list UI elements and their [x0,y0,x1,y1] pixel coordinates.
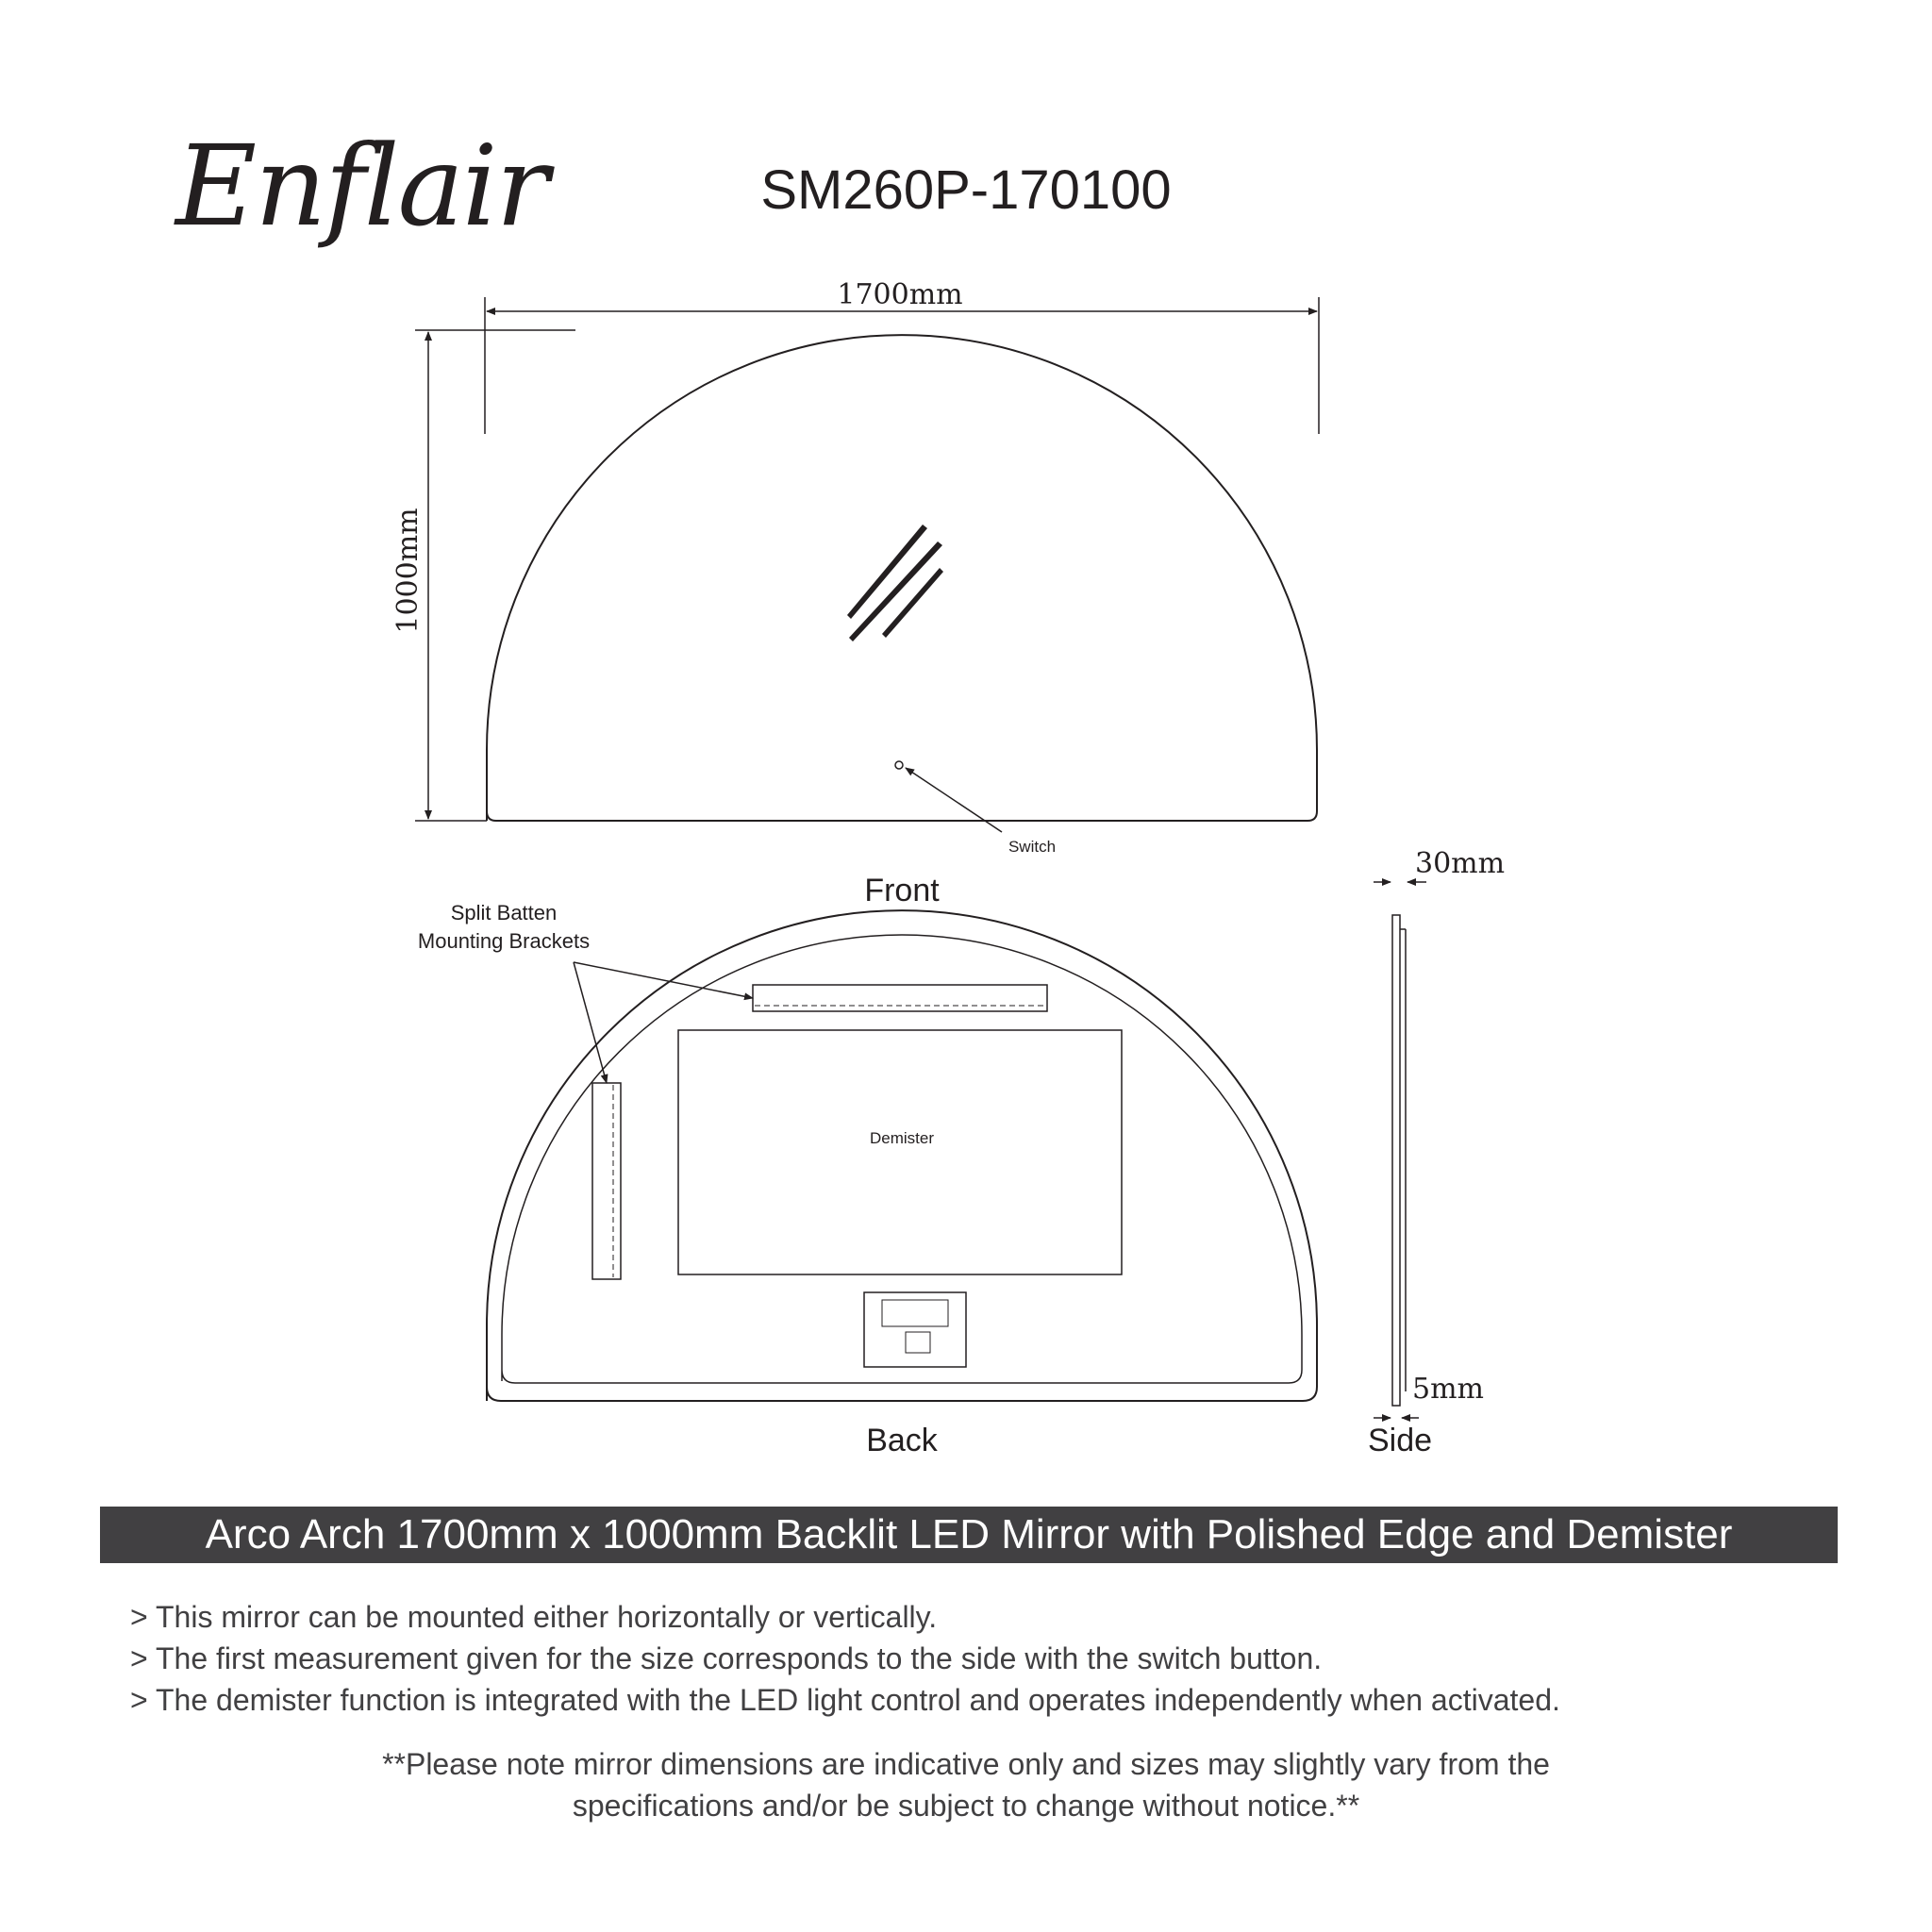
side-depth-label: 30mm [1415,847,1506,880]
switch-leader-line [906,768,1002,832]
disclaimer [0,1743,1932,1826]
brand-logo: Enflair [175,121,548,251]
back-led-strip-outline [502,935,1302,1383]
left-mounting-bracket [592,1083,621,1279]
note-item: > The demister function is integrated with the LED light control and operates independently when activated. [130,1683,1560,1717]
width-dimension-label: 1700mm [837,278,963,311]
driver-box-inner [882,1300,948,1326]
demister-pad [678,1030,1122,1274]
product-title-banner [100,1507,1838,1563]
notes-list [130,1596,1828,1721]
driver-connector [906,1332,930,1353]
front-mirror-outline [487,335,1317,821]
top-mounting-bracket [753,985,1047,1011]
brackets-label-line1: Split Batten [450,901,558,924]
model-code: SM260P-170100 [760,159,1172,221]
back-mirror-outline [487,910,1317,1401]
note-item: > The first measurement given for the size corresponds to the side with the switch button. [130,1641,1323,1675]
side-edge-label: 5mm [1412,1373,1484,1406]
disclaimer-line: **Please note mirror dimensions are indicative only and sizes may slightly vary from the [382,1747,1550,1781]
bracket-leader-top [574,962,753,998]
reflection-icon [847,525,943,641]
front-view-label: Front [864,873,940,908]
front-view [415,297,1319,832]
height-dimension-label: 1000mm [391,508,425,634]
brackets-label-line2: Mounting Brackets [417,929,591,953]
note-item: > This mirror can be mounted either horizontally or vertically. [130,1600,938,1634]
back-view [487,910,1317,1401]
driver-box [864,1292,966,1367]
product-title: Arco Arch 1700mm x 1000mm Backlit LED Mirror with Polished Edge and Demister [205,1511,1733,1557]
side-view [1374,882,1426,1418]
back-view-label: Back [866,1423,938,1458]
switch-button-icon [895,761,903,769]
demister-label: Demister [869,1129,935,1147]
side-view-label: Side [1367,1423,1433,1458]
side-mirror-profile [1392,915,1400,1406]
disclaimer-line: specifications and/or be subject to change without notice.** [572,1789,1360,1823]
switch-label: Switch [1008,838,1057,856]
